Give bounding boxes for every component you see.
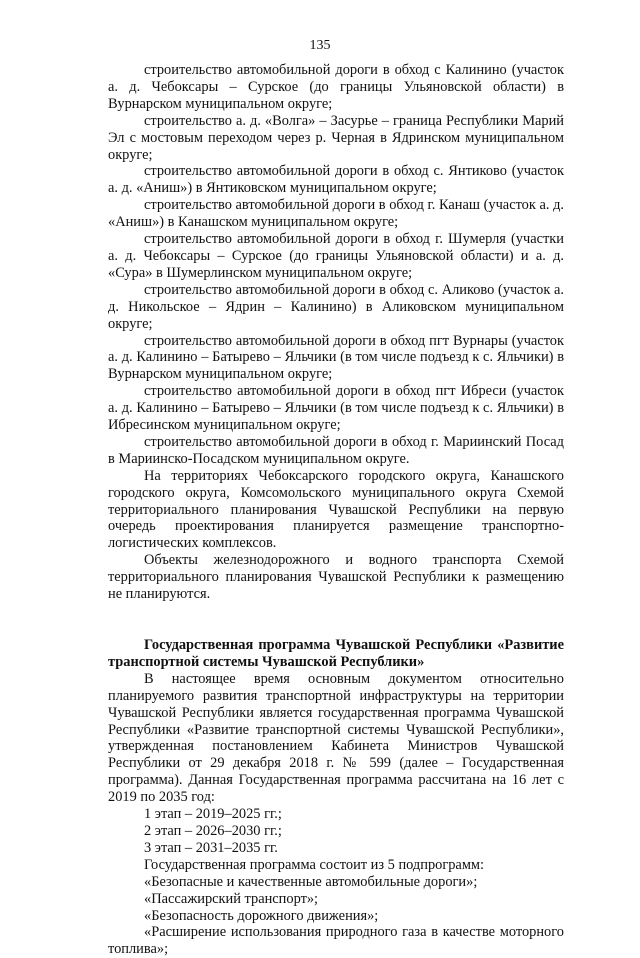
subprogram-item: «Расширение использования природного газа в качестве моторного топлива»; xyxy=(108,924,564,958)
paragraph-subprograms-intro: Государственная программа состоит из 5 подпрограмм: xyxy=(144,856,485,873)
paragraph-logistics: На территориях Чебоксарского городского округа, Канашского городского округа, Комсомольского муниципального округа Схемой территориального планирования Чувашской Республики на первую очередь проектирования планируется размещение транспортно-логистических комплексов. xyxy=(108,467,564,552)
section-heading: Государственная программа Чувашской Республики «Развитие транспортной системы Чувашской Республики» xyxy=(108,637,564,670)
list-item: строительство а. д. «Волга» – Засурье – граница Республики Марий Эл с мостовым переходом через р. Черная в Ядринском муниципальном округе; xyxy=(108,112,564,163)
subprogram-item: «Пассажирский транспорт»; xyxy=(144,890,319,907)
list-item: строительство автомобильной дороги в обход с Калинино (участок а. д. Чебоксары – Сурское (до границы Ульяновской области) в Вурнарском муниципальном округе; xyxy=(108,62,564,112)
list-item: строительство автомобильной дороги в обход пгт Ибреси (участок а. д. Калинино – Батырево – Яльчики (в том числе подъезд к с. Яльчики) в Ибресинском муниципальном округе; xyxy=(108,383,564,434)
paragraph-rail-water: Объекты железнодорожного и водного транспорта Схемой территориального планирования Чувашской Республики к размещению не планируются. xyxy=(108,552,564,603)
list-item: строительство автомобильной дороги в обход г. Мариинский Посад в Мариинско-Посадском муниципальном округе. xyxy=(108,433,564,467)
stage-item: 3 этап – 2031–2035 гг. xyxy=(144,839,278,856)
list-item: строительство автомобильной дороги в обход с. Аликово (участок а. д. Никольское – Ядрин – Калинино) в Аликовском муниципальном округе; xyxy=(108,281,564,332)
subprogram-item: «Безопасные и качественные автомобильные дороги»; xyxy=(144,873,478,890)
stage-item: 2 этап – 2026–2030 гг.; xyxy=(144,822,282,839)
list-item: строительство автомобильной дороги в обход г. Шумерля (участки а. д. Чебоксары – Сурское (до границы Ульяновской области) и а. д. «Сура» в Шумерлинском муниципальном округе; xyxy=(108,231,564,281)
page-body xyxy=(108,62,564,958)
list-item: строительство автомобильной дороги в обход с. Янтиково (участок а. д. «Аниш») в Янтиковском муниципальном округе; xyxy=(108,163,564,197)
list-item: строительство автомобильной дороги в обход пгт Вурнары (участок а. д. Калинино – Батырево – Яльчики (в том числе подъезд к с. Яльчики) в Вурнарском муниципальном округе; xyxy=(108,332,564,383)
paragraph-program: В настоящее время основным документом относительно планируемого развития транспортной инфраструктуры на территории Чувашской Республики является государственная программа Чувашской Республики «Развитие транспортной системы Чувашской Республики», утвержденная постановлением Кабинета Министров Чувашской Республики от 29 декабря 2018 г. № 599 (далее – Государственная программа). Данная Государственная программа рассчитана на 16 лет с 2019 по 2035 год: xyxy=(108,670,564,806)
subprogram-item: «Безопасность дорожного движения»; xyxy=(144,907,379,924)
page-number: 135 xyxy=(309,38,331,53)
list-item: строительство автомобильной дороги в обход г. Канаш (участок а. д. «Аниш») в Канашском муниципальном округе; xyxy=(108,197,564,231)
stage-item: 1 этап – 2019–2025 гг.; xyxy=(144,806,282,823)
